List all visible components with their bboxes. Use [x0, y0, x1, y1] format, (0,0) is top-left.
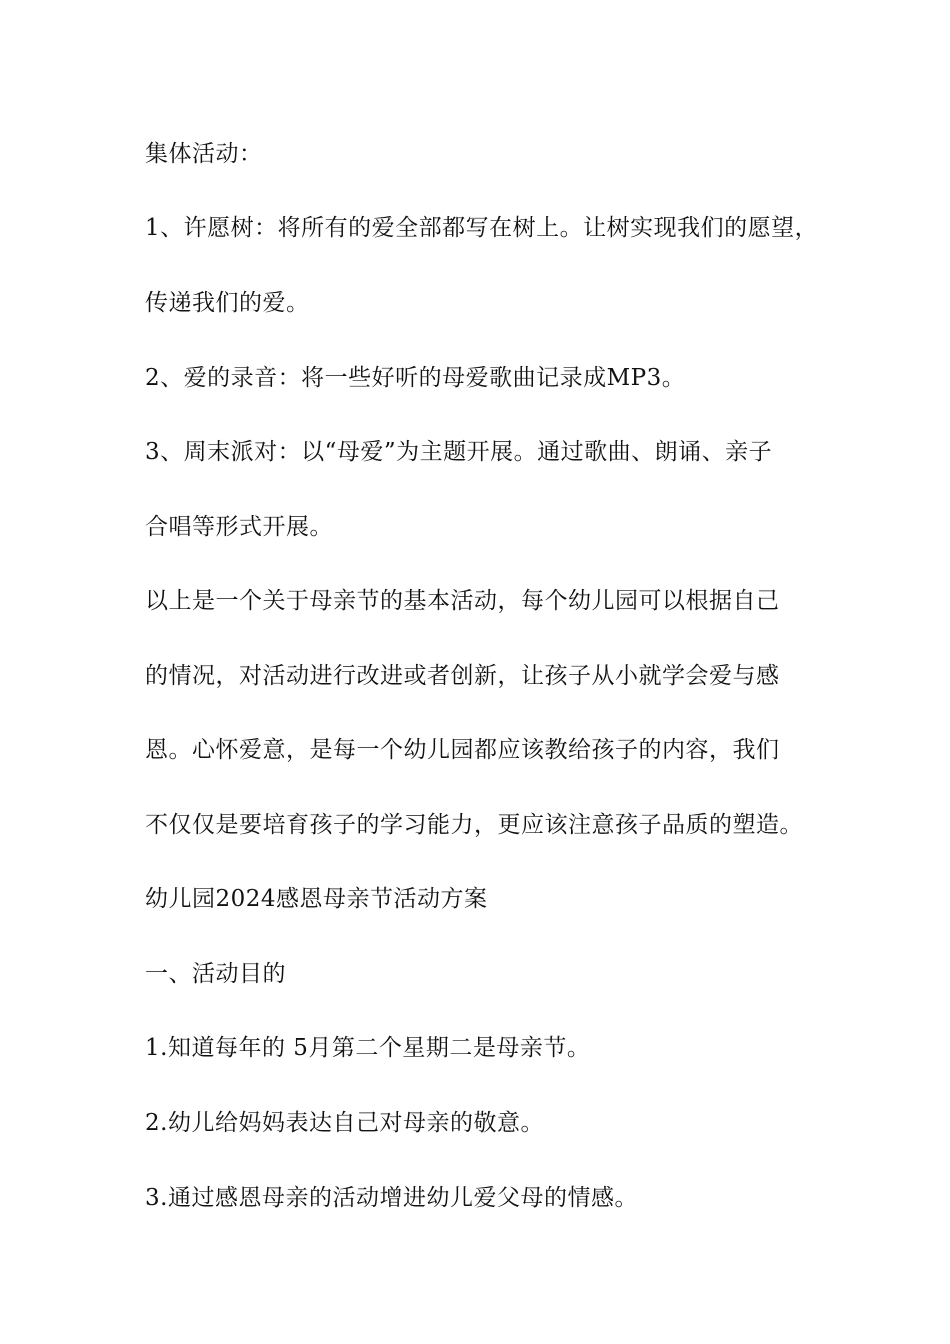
paragraph-line: 以上是一个关于母亲节的基本活动，每个幼儿园可以根据自己 — [145, 588, 780, 614]
paragraph-line: 的情况，对活动进行改进或者创新，让孩子从小就学会爱与感 — [145, 663, 780, 689]
list-item: 1.知道每年的 5月第二个星期二是母亲节。 — [145, 1035, 591, 1061]
paragraph-line: 1、许愿树：将所有的爱全部都写在树上。让树实现我们的愿望， — [145, 215, 819, 241]
document-title: 幼儿园2024感恩母亲节活动方案 — [145, 886, 488, 912]
list-item: 2.幼儿给妈妈表达自己对母亲的敬意。 — [145, 1110, 544, 1136]
paragraph-line: 合唱等形式开展。 — [145, 514, 333, 540]
section-heading-activity-goals: 一、活动目的 — [145, 961, 286, 987]
paragraph-line: 传递我们的爱。 — [145, 290, 310, 316]
paragraph-line: 3、周末派对：以“母爱”为主题开展。通过歌曲、朗诵、亲子 — [145, 439, 773, 465]
paragraph-line: 不仅仅是要培育孩子的学习能力，更应该注意孩子品质的塑造。 — [145, 812, 803, 838]
section-heading-group-activities: 集体活动： — [145, 141, 263, 167]
paragraph-line: 2、爱的录音：将一些好听的母爱歌曲记录成MP3。 — [145, 365, 686, 391]
paragraph-line: 恩。心怀爱意，是每一个幼儿园都应该教给孩子的内容，我们 — [145, 737, 780, 763]
list-item: 3.通过感恩母亲的活动增进幼儿爱父母的情感。 — [145, 1185, 638, 1211]
